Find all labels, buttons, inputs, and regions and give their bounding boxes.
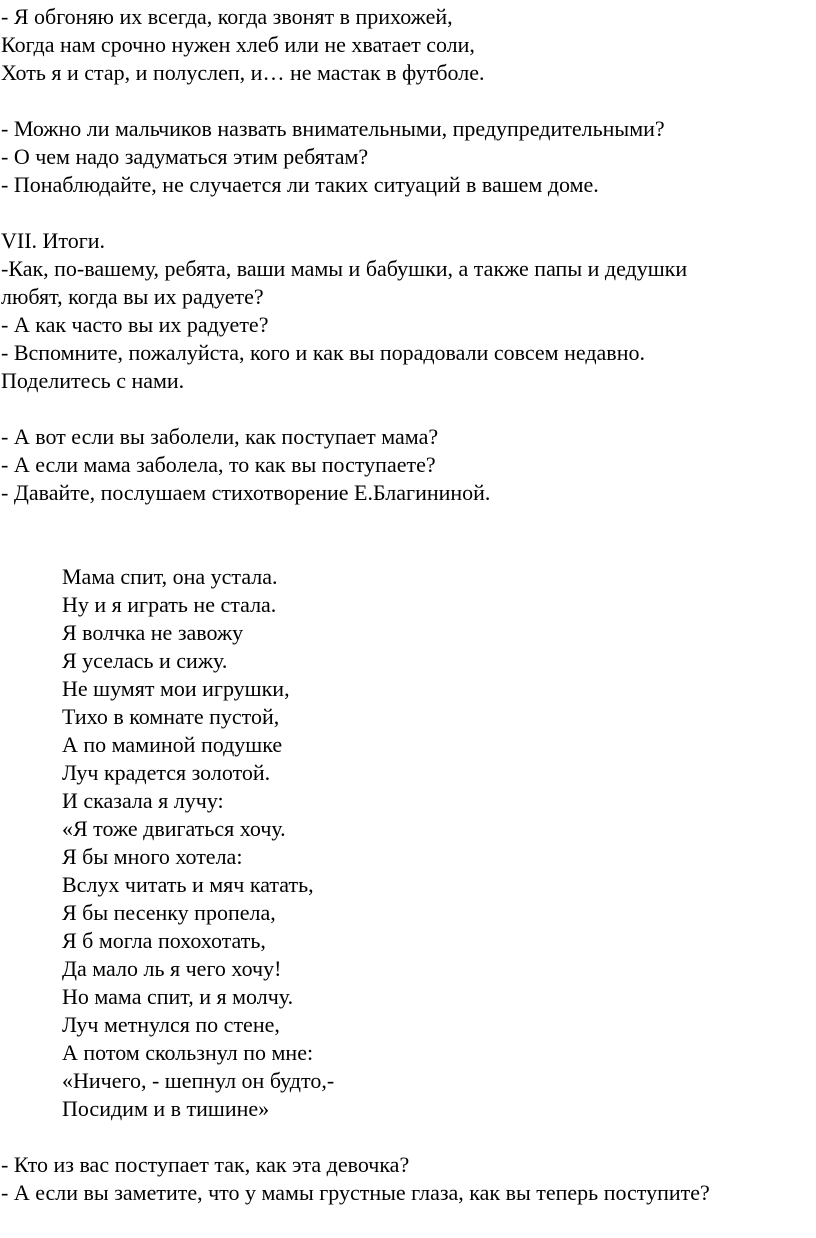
question-line: - А если вы заметите, что у мамы грустные глаза, как вы теперь поступите? [1,1180,710,1205]
poem-line: Я бы песенку пропела, [62,900,276,925]
poem-line: Ну и я играть не стала. [62,592,277,617]
poem-line: Не шумят мои игрушки, [62,676,290,701]
question-line: - А вот если вы заболели, как поступает мама? [1,424,439,449]
poem-line: И сказала я лучу: [62,788,224,813]
poem-line: Я волчка не завожу [62,620,244,645]
section-heading: VII. Итоги. [1,228,106,253]
poem-line: Мама спит, она устала. [62,564,278,589]
poem-line: «Я тоже двигаться хочу. [62,816,286,841]
question-line: - Кто из вас поступает так, как эта девочка? [1,1152,410,1177]
question-line: - А если мама заболела, то как вы поступаете? [1,452,436,477]
poem-line: Я уселась и сижу. [62,648,228,673]
question-line: - Вспомните, пожалуйста, кого и как вы порадовали совсем недавно. [1,340,645,365]
poem-line: «Ничего, - шепнул он будто,- [62,1068,335,1093]
poem-line: Но мама спит, и я молчу. [62,984,294,1009]
poem-line: Я бы много хотела: [62,844,243,869]
poem-line: Да мало ль я чего хочу! [62,956,282,981]
text-line: Хоть я и стар, и полуслеп, и… не мастак в футболе. [1,60,485,85]
poem-line: Луч метнулся по стене, [62,1012,280,1037]
poem-line: Посидим и в тишине» [62,1096,270,1121]
poem-line: Вслух читать и мяч катать, [62,872,314,897]
text-line: Когда нам срочно нужен хлеб или не хватает соли, [1,32,475,57]
text-line: - Я обгоняю их всегда, когда звонят в прихожей, [1,4,453,29]
question-line: - А как часто вы их радуете? [1,312,269,337]
question-line: - Понаблюдайте, не случается ли таких ситуаций в вашем доме. [1,172,599,197]
poem-line: Луч крадется золотой. [62,760,271,785]
question-line: - Давайте, послушаем стихотворение Е.Благининой. [1,480,491,505]
question-line: - О чем надо задуматься этим ребятам? [1,144,369,169]
question-line: любят, когда вы их радуете? [1,284,264,309]
question-line: Поделитесь с нами. [1,368,185,393]
poem-line: Тихо в комнате пустой, [62,704,280,729]
poem-line: А по маминой подушке [62,732,283,757]
poem-line: А потом скользнул по мне: [62,1040,314,1065]
poem-line: Я б могла похохотать, [62,928,266,953]
question-line: - Можно ли мальчиков назвать внимательными, предупредительными? [1,116,665,141]
question-line: -Как, по-вашему, ребята, ваши мамы и бабушки, а также папы и дедушки [1,256,688,281]
